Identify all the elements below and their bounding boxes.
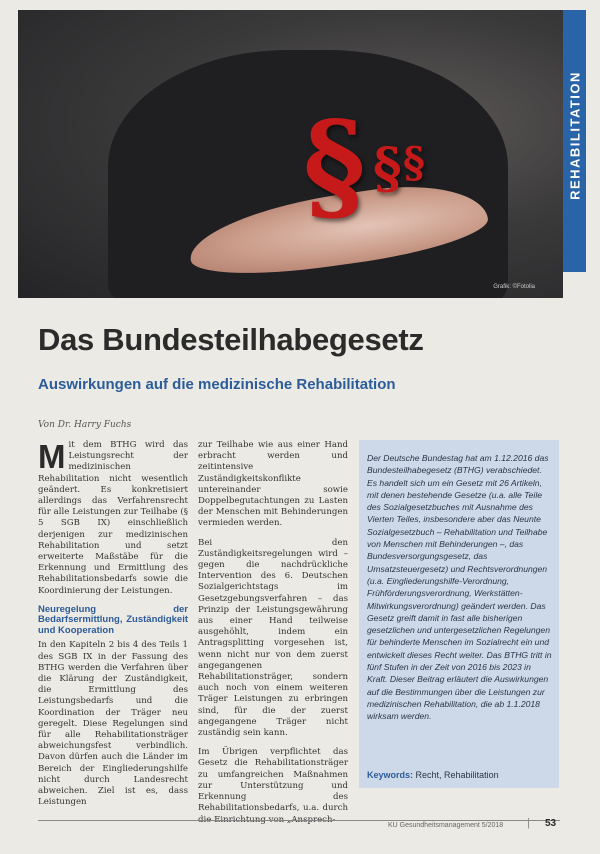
page-number: 53 — [545, 818, 557, 829]
byline: Von Dr. Harry Fuchs — [38, 420, 132, 430]
photo-credit: Grafik: ©Fotolia — [493, 284, 535, 290]
section-heading: Neuregelung der Bedarfsermittlung, Zuständigkeit und Kooperation — [38, 603, 188, 636]
abstract-box — [359, 440, 559, 788]
paragraph: Im Übrigen verpflichtet das Gesetz die Rehabilitationsträger zu umfangreichen Maßnahmen zur Unterstützung und Erkennung des Rehabilitationsbedarfs, u.a. durch die Einrichtung von „Ansprech- — [198, 747, 348, 825]
keywords — [367, 770, 499, 780]
keywords-value: Recht, Rehabilitation — [415, 770, 499, 780]
keywords-label: Keywords: — [367, 770, 414, 780]
paragraph-symbol-icon: § — [373, 135, 402, 200]
section-tab — [563, 10, 586, 272]
paragraph-symbol-icon: § — [303, 95, 366, 236]
text-column-2 — [198, 440, 348, 834]
footer-publication: KU Gesundheitsmanagement 5/2018 — [388, 822, 504, 829]
paragraph: Bei den Zuständigkeitsregelungen wird – gegen die nachdrückliche Intervention des 6. Deutschen Sozialgerichtstags im Gesetzgebungsverfahren – das Prinzip der Leistungsgewährung aus einer Hand teilweise ausgehöhlt, indem ein Antragsplitting vorgesehen ist, wenn nicht nur von dem zuerst angegangenen Rehabilitationsträger, sondern auch noch von einem weiteren Träger Leistungen zu erbringen sind, für die der zuerst angegangene Träger nicht zuständig sein kann. — [198, 537, 348, 739]
paragraph-symbol-icon: § — [403, 138, 425, 187]
section-tab-label: REHABILITATION — [567, 71, 583, 200]
drop-cap: M — [38, 438, 66, 475]
article-title: Das Bundesteilhabegesetz — [38, 322, 424, 357]
paragraph: zur Teilhabe wie aus einer Hand erbracht werden und zeitintensive Zuständigkeitskonflikte untereinander sowie Doppelbegutachtungen zu Lasten der Menschen mit Behinderungen vermieden werden. — [198, 440, 348, 529]
text-column-1 — [38, 440, 188, 816]
abstract-text: Der Deutsche Bundestag hat am 1.12.2016 das Bundesteilhabegesetz (BTHG) verabschiedet. Es handelt sich um ein Gesetz mit 26 Artikeln, mit denen bestehende Gesetze (u.a. alle Teile des Sozialgesetzbuches mit Ausnahme des Vierten Teiles, insbesondere aber das Neunte Sozialgesetzbuch – Rehabilitation und Teilhabe von Menschen mit Behinderungen –, das Bundesversorgungsgesetz, das Umsatzsteuergesetz) und Rechtsverordnungen (u.a. Eingliederungshilfe-Verordnung, Frühförderungsverordnung, Werkstätten-Mitwirkungsverordnung) geändert werden. Das Gesetz greift damit in fast alle bisherigen gesetzlichen und untergesetzlichen Regelungen für behinderte Menschen im Sozialrecht ein und entwickelt dieses Recht weiter. Das BTHG tritt in fünf Stufen in der Zeit von 2016 bis 2023 in Kraft. Dieser Beitrag erläutert die Auswirkungen auf die Bestimmungen über die Leistungen zur medizinischen Rehabilitation, die ab 1.1.2018 wirksam werden. — [367, 453, 552, 722]
footer-divider — [38, 820, 560, 821]
paragraph: In den Kapiteln 2 bis 4 des Teils 1 des SGB IX in der Fassung des BTHG werden die Verfahren über die Klärung der Zuständigkeit, die Ermittlung des Leistungsbedarfs und die Koordination der Träger neu geregelt. Diese Regelungen sind für alle Rehabilitationsträger abweichungsfest verbindlich. Davon dürfen auch die Länder im Bereich der Eingliederungshilfe nicht durch Landesrecht abweichen. Ziel ist es, dass Leistungen — [38, 640, 188, 808]
hero-photo — [18, 10, 563, 298]
article-subtitle: Auswirkungen auf die medizinische Rehabilitation — [38, 376, 396, 393]
footer-separator: | — [527, 817, 530, 829]
paragraph: it dem BTHG wird das Leistungsrecht der medizinischen Rehabilitation nicht wesentlich geändert. Es konkretisiert allerdings das Verfahrensrecht für alle Leistungen zur Teilhabe (§ 5 SGB IX) einschließlich derjenigen zur medizinischen Rehabilitation und setzt erweiterte Maßstäbe für die Erkennung und Ermittlung des Rehabilitationsbedarfs sowie die Koordinierung der Leistungen. — [38, 440, 188, 596]
